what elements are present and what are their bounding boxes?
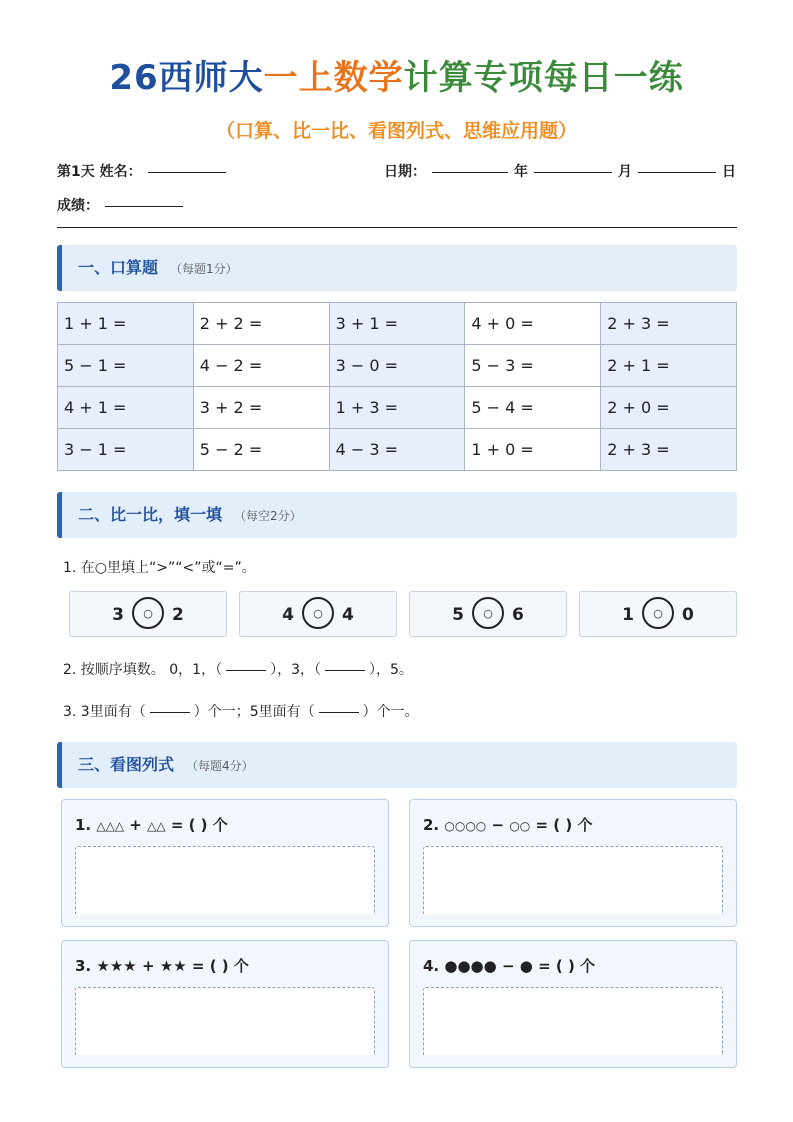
year-label: 年: [514, 164, 528, 180]
compare-left: 4: [282, 605, 294, 625]
answer-blank[interactable]: [325, 669, 365, 671]
problem-number: 4.: [423, 957, 440, 975]
calc-cell: 3 − 1 =: [58, 429, 194, 471]
question-3-part-c: ）个一。: [362, 704, 419, 720]
name-field[interactable]: [148, 171, 226, 173]
star-icons: ★★: [159, 957, 187, 975]
compare-box: [409, 591, 567, 637]
month-field[interactable]: [534, 171, 612, 173]
problem-tail: = ( ) 个: [538, 957, 596, 975]
section-title: 二、比一比，填一填: [78, 505, 223, 524]
calc-cell: 4 + 0 =: [465, 303, 601, 345]
question-2: [63, 659, 413, 679]
problem-number: 3.: [75, 957, 92, 975]
calc-cell: 4 + 1 =: [58, 387, 194, 429]
triangle-icons: △△△: [96, 819, 125, 833]
compare-box: [69, 591, 227, 637]
question-2-part-b: ），3，（: [270, 662, 321, 678]
compare-box: [239, 591, 397, 637]
star-icons: ★★★: [96, 957, 137, 975]
compare-box: [579, 591, 737, 637]
section-header-compare: [57, 492, 737, 538]
dot-icons: ●: [519, 957, 533, 975]
section-header-mental-math: [57, 245, 737, 291]
problem-label: [423, 814, 592, 835]
month-label: 月: [618, 164, 632, 180]
mental-math-table: [57, 302, 737, 471]
title-part-subject: 数学: [333, 58, 404, 98]
score-label: 成绩：: [57, 198, 99, 214]
calc-cell: 5 − 2 =: [193, 429, 329, 471]
page-subtitle: （口算、比一比、看图列式、思维应用题）: [215, 120, 577, 142]
picture-problem-card: [61, 940, 389, 1068]
question-2-part-a: 2. 按顺序填数。 0，1，（: [63, 662, 223, 678]
answer-area[interactable]: [423, 987, 723, 1055]
date-line: [384, 161, 736, 181]
picture-problem-card: [61, 799, 389, 927]
answer-area[interactable]: [75, 987, 375, 1055]
calc-cell: 3 + 1 =: [329, 303, 465, 345]
question-1-text: 1. 在○里填上“>”“<”或“=”。: [63, 560, 256, 576]
calc-cell: 3 − 0 =: [329, 345, 465, 387]
compare-circle[interactable]: ○: [302, 597, 334, 629]
problem-label: [75, 814, 228, 835]
section-title: 一、口算题: [78, 258, 159, 277]
page-title: [0, 56, 793, 100]
compare-left: 3: [112, 605, 124, 625]
compare-left: 5: [452, 605, 464, 625]
operator: +: [141, 957, 155, 975]
calc-row: [58, 345, 737, 387]
problem-tail: = ( ) 个: [191, 957, 249, 975]
section-note: （每题4分）: [186, 759, 254, 773]
problem-number: 2.: [423, 816, 440, 834]
dot-icons: ●●●●: [444, 957, 497, 975]
title-part-grade: 26西师大: [109, 58, 264, 98]
section-note: （每题1分）: [170, 262, 238, 276]
calc-cell: 2 + 2 =: [193, 303, 329, 345]
calc-cell: 1 + 3 =: [329, 387, 465, 429]
operator: −: [491, 816, 505, 834]
answer-blank[interactable]: [319, 711, 359, 713]
compare-circle[interactable]: ○: [132, 597, 164, 629]
calc-cell: 2 + 1 =: [601, 345, 737, 387]
compare-right: 4: [342, 605, 354, 625]
operator: +: [129, 816, 142, 834]
operator: −: [501, 957, 515, 975]
answer-area[interactable]: [75, 846, 375, 914]
day-label-char: 日: [722, 164, 736, 180]
problem-label: [423, 955, 595, 976]
question-3-part-a: 3. 3里面有（: [63, 704, 146, 720]
question-2-part-c: ），5。: [369, 662, 413, 678]
day-label: 第1天: [57, 164, 95, 180]
section-title: 三、看图列式: [78, 755, 175, 774]
name-label: 姓名：: [99, 164, 142, 180]
calc-cell: 4 − 2 =: [193, 345, 329, 387]
calc-cell: 1 + 1 =: [58, 303, 194, 345]
calc-row: [58, 429, 737, 471]
problem-label: [75, 955, 249, 976]
question-3-part-b: ）个一；5里面有（: [193, 704, 315, 720]
picture-problem-card: [409, 799, 737, 927]
calc-cell: 2 + 0 =: [601, 387, 737, 429]
calc-cell: 2 + 3 =: [601, 303, 737, 345]
circle-icons: ○○○○: [444, 819, 487, 833]
day-field[interactable]: [638, 171, 716, 173]
score-field[interactable]: [105, 205, 183, 207]
header-divider: [57, 227, 737, 228]
calc-cell: 2 + 3 =: [601, 429, 737, 471]
compare-circle[interactable]: ○: [642, 597, 674, 629]
section-header-picture-equations: [57, 742, 737, 788]
problem-tail: = ( ) 个: [535, 816, 593, 834]
info-line-2: [57, 195, 189, 215]
info-line-1: [57, 161, 232, 181]
problem-number: 1.: [75, 816, 92, 834]
calc-cell: 4 − 3 =: [329, 429, 465, 471]
answer-area[interactable]: [423, 846, 723, 914]
question-3: [63, 701, 419, 721]
calc-row: [58, 303, 737, 345]
calc-cell: 5 − 1 =: [58, 345, 194, 387]
compare-right: 2: [172, 605, 184, 625]
calc-cell: 5 − 3 =: [465, 345, 601, 387]
compare-right: 6: [512, 605, 524, 625]
year-field[interactable]: [432, 171, 508, 173]
picture-problem-card: [409, 940, 737, 1068]
answer-blank[interactable]: [150, 711, 190, 713]
circle-icons: ○○: [509, 819, 531, 833]
section-note: （每空2分）: [234, 509, 302, 523]
calc-cell: 5 − 4 =: [465, 387, 601, 429]
title-part-term: 一上: [263, 58, 334, 98]
compare-left: 1: [622, 605, 634, 625]
calc-cell: 1 + 0 =: [465, 429, 601, 471]
title-part-rest: 计算专项每日一练: [403, 58, 684, 98]
triangle-icons: △△: [147, 819, 166, 833]
calc-cell: 3 + 2 =: [193, 387, 329, 429]
compare-circle[interactable]: ○: [472, 597, 504, 629]
calc-row: [58, 387, 737, 429]
problem-tail: = ( ) 个: [170, 816, 228, 834]
answer-blank[interactable]: [226, 669, 266, 671]
date-label: 日期：: [384, 164, 426, 180]
compare-right: 0: [682, 605, 694, 625]
